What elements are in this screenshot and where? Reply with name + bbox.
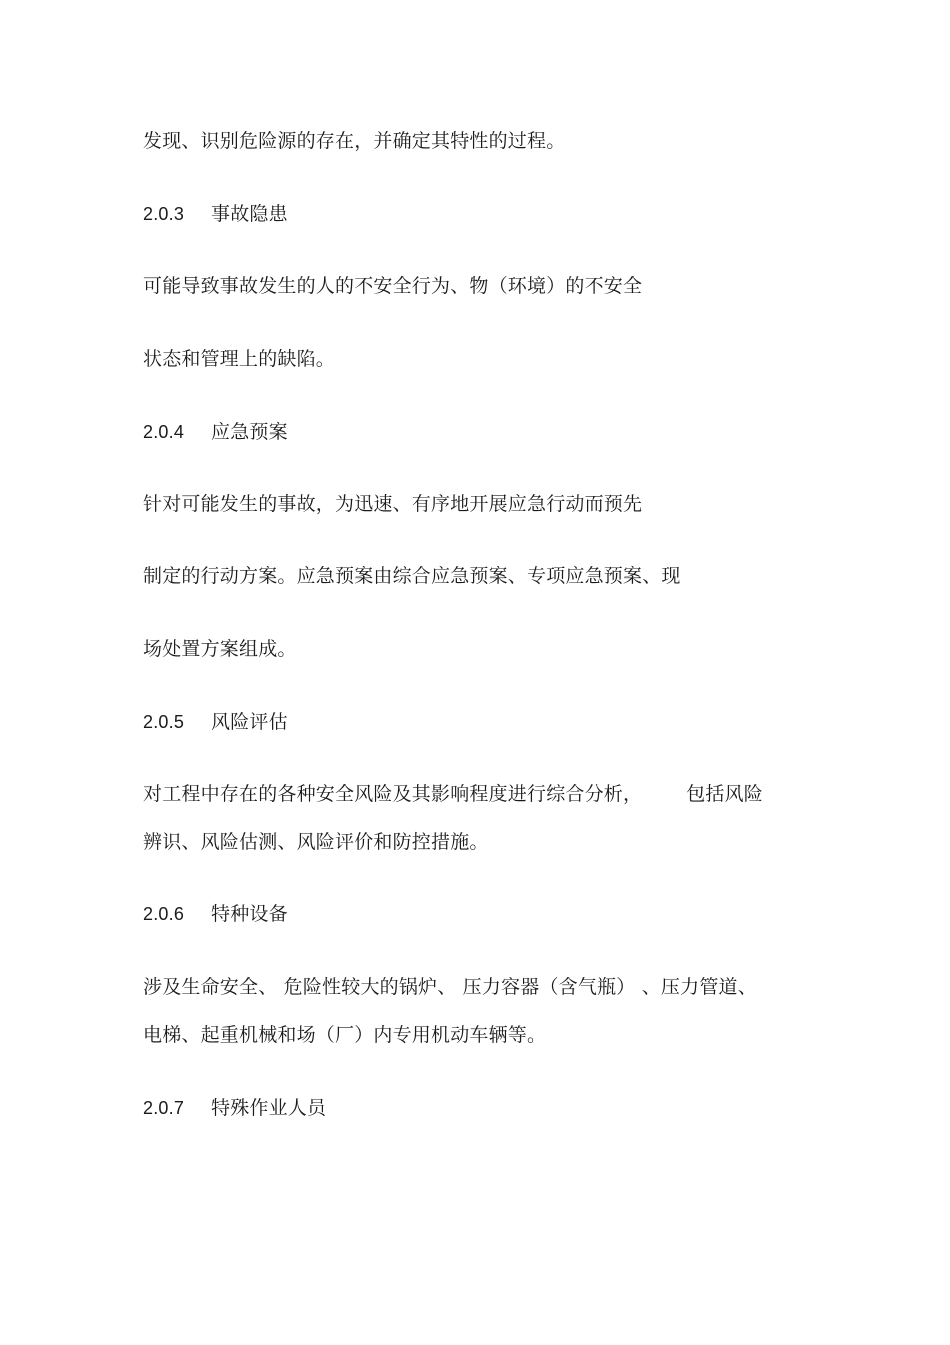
- section-heading-2-0-3: [143, 201, 288, 227]
- definition-text-line: [143, 829, 489, 855]
- line-text: 可能导致事故发生的人的不安全行为、物（环境）的不安全: [143, 275, 643, 297]
- line-text: 制定的行动方案。应急预案由综合应急预案、专项应急预案、现: [143, 565, 681, 587]
- section-title: 风险评估: [211, 711, 288, 733]
- definition-text-line: [143, 974, 757, 1000]
- section-heading-2-0-5: [143, 709, 288, 735]
- definition-text-line: [143, 636, 297, 662]
- definition-text-line: [143, 491, 642, 517]
- line-text: 场处置方案组成。: [143, 638, 297, 660]
- section-heading-2-0-7: [143, 1095, 326, 1121]
- line-text: 电梯、起重机械和场（厂）内专用机动车辆等。: [143, 1024, 547, 1046]
- section-number: 2.0.6: [143, 904, 185, 924]
- definition-text-line: [143, 781, 763, 807]
- section-heading-2-0-4: [143, 419, 288, 445]
- line-text: 涉及生命安全、 危险性较大的锅炉、 压力容器（含气瓶） 、压力管道、: [143, 976, 757, 998]
- section-title: 特种设备: [211, 903, 288, 925]
- section-title: 应急预案: [211, 421, 288, 443]
- section-heading-2-0-6: [143, 901, 288, 927]
- definition-text-line: [143, 563, 681, 589]
- section-number: 2.0.5: [143, 712, 185, 732]
- definition-text-line: [143, 346, 335, 372]
- section-number: 2.0.4: [143, 422, 185, 442]
- section-number: 2.0.3: [143, 204, 185, 224]
- line-text: 状态和管理上的缺陷。: [143, 348, 336, 370]
- definition-text-line: [143, 1022, 546, 1048]
- section-title: 事故隐患: [211, 203, 288, 225]
- line-text: 发现、识别危险源的存在，并确定其特性的过程。: [143, 130, 566, 152]
- line-text-left: 对工程中存在的各种安全风险及其影响程度进行综合分析，: [143, 783, 643, 805]
- line-text: 针对可能发生的事故，为迅速、有序地开展应急行动而预先: [143, 493, 643, 515]
- definition-text-line: [143, 128, 565, 154]
- definition-text-line: [143, 273, 642, 299]
- line-text-right: 包括风险: [686, 783, 764, 805]
- section-number: 2.0.7: [143, 1098, 185, 1118]
- section-title: 特殊作业人员: [211, 1097, 327, 1119]
- line-text: 辨识、风险估测、风险评价和防控措施。: [143, 831, 489, 853]
